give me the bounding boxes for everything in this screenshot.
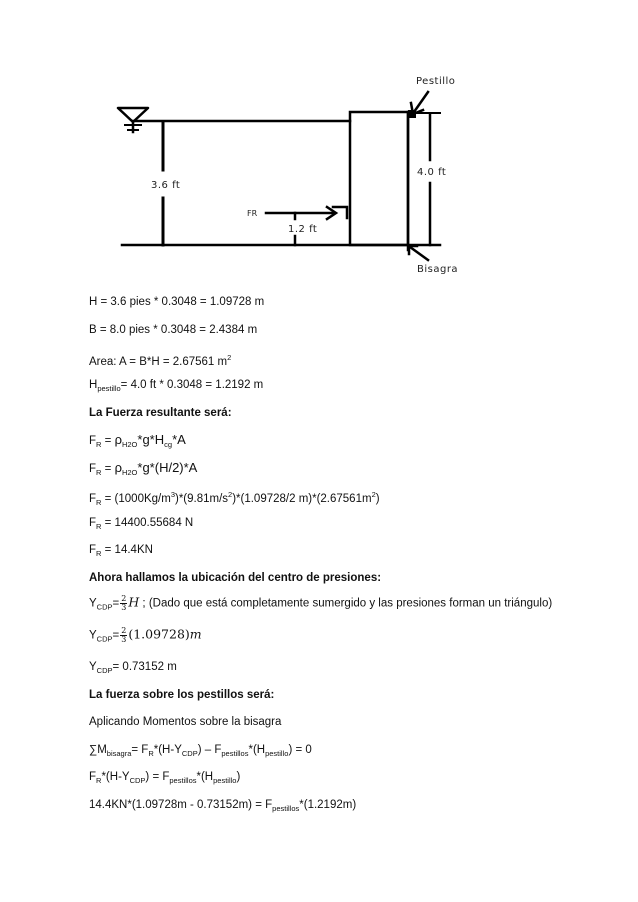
cdp-heading: Ahora hallamos la ubicación del centro de presiones: (89, 572, 382, 584)
moment-eq-3: $14.4KN*(1.09728m - 0.73152m) = F_{pestillos}*(1.2192m)$ (89, 799, 357, 813)
fuerza-heading: La Fuerza resultante será: (89, 407, 232, 419)
pestillo-arrow (414, 92, 428, 112)
gate-diagram (0, 0, 638, 290)
fr-formula-2: $F_R = \rho_{H2O}*g*(H/2)*A$ (89, 460, 198, 477)
bisagra-arrow (410, 247, 428, 260)
dim-40-label: 4.0 ft (417, 167, 447, 178)
pestillos-heading: La fuerza sobre los pestillos será: (89, 689, 275, 701)
area-line: Area: A = B*H = 2.67561 $m^2$ (89, 353, 232, 368)
moment-eq-2: $F_R*(H-Y_{CDP}) = F_{pestillos}*(H_{pestillo})$ (89, 771, 241, 785)
fr-formula-1: $F_R = \rho_{H2O}*g*H_{cg}*A$ (89, 432, 186, 449)
fr-result-kn: $F_R = 14.4KN$ (89, 544, 153, 558)
moment-eq-1: $\sum M_{bisagra}= F_R*(H-Y_{CDP}) - F_{pestillos}*(H_{pestillo}) = 0$ (89, 744, 312, 758)
dim-12-label: 1.2 ft (288, 224, 318, 235)
ycdp-result: $Y_{CDP}= 0.73152$ m (89, 661, 177, 675)
fr-result-n: $F_R = 14400.55684$ N (89, 517, 194, 531)
pestillo-label: Pestillo (416, 76, 456, 87)
fr-label: FR (247, 209, 258, 218)
fraction: $\frac{2}{3}$ (121, 626, 127, 644)
bisagra-label: Bisagra (417, 264, 459, 275)
h-pestillo-line: $H_{pestillo}= 4.0$ ft * 0.3048 = 1.2192 m (89, 379, 264, 393)
fraction: $\frac{2}{3}$ (121, 594, 127, 612)
ycdp-formula-1: $Y_{CDP}=$ $\frac{2}{3}$ H ; (Dado que está completamente sumergido y las presiones forman un triángulo) (89, 594, 553, 612)
gate-block (350, 112, 408, 245)
momentos-line: Aplicando Momentos sobre la bisagra (89, 716, 282, 728)
pestillo-latch (408, 110, 416, 118)
fr-formula-3: $F_R = (1000Kg/m^3)*(9.81m/s^2)*(1.09728/2$ $m)*(2.67561m^2)$ (89, 490, 380, 507)
dim-36-label: 3.6 ft (151, 180, 181, 191)
ycdp-formula-2: $Y_{CDP}=$ $\frac{2}{3}$ (1.09728)m (89, 626, 202, 644)
h-line: H = 3.6 pies * 0.3048 = 1.09728 m (89, 296, 265, 308)
b-line: B = 8.0 pies * 0.3048 = 2.4384 m (89, 324, 258, 336)
